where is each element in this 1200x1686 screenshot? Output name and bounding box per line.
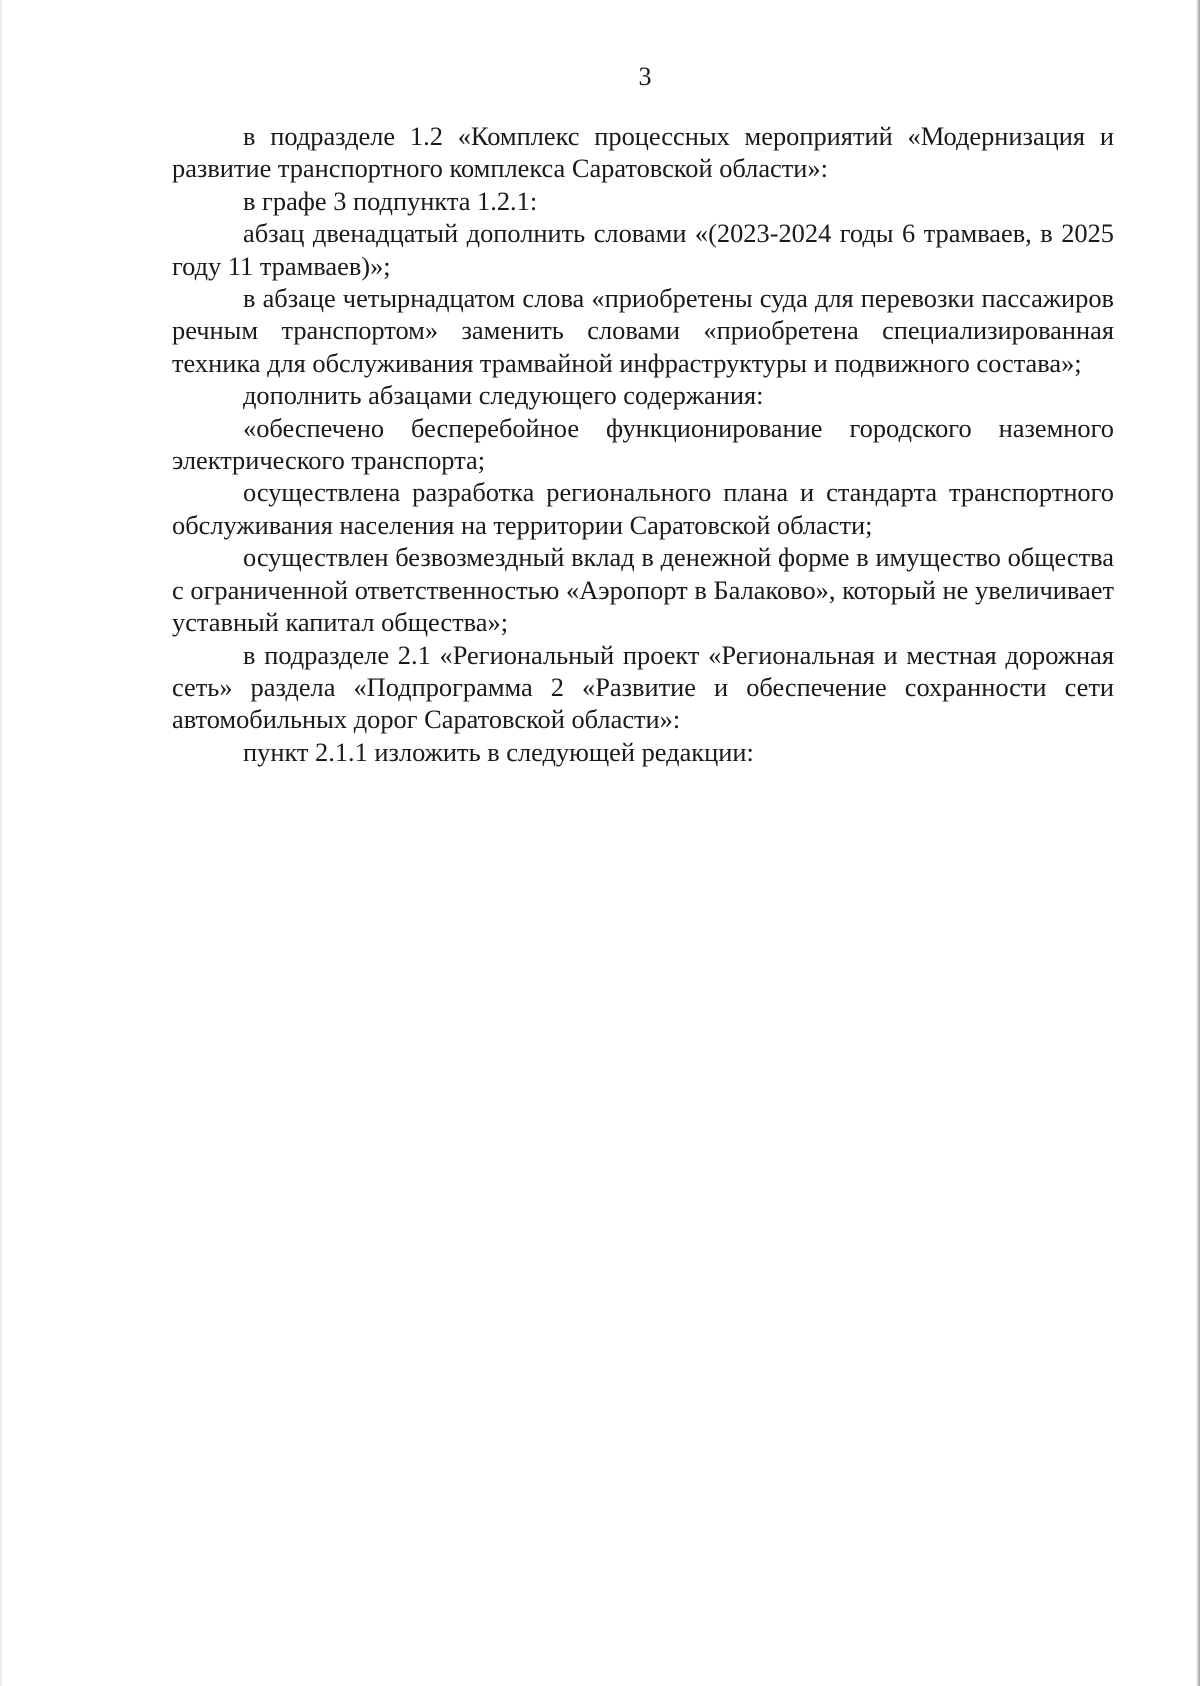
- paragraph-added-transport: «обеспечено бесперебойное функционирование городского наземного электрического транспорта;: [172, 412, 1114, 476]
- paragraph-fourteenth-replace: в абзаце четырнадцатом слова «приобретены суда для перевозки пассажиров речным транспортом» заменить словами «приобретена специализированная техника для обслуживания трамвайной инфраструктуры и подвижного состава»;: [172, 283, 1114, 378]
- paragraph-subsection-1-2: в подразделе 1.2 «Комплекс процессных мероприятий «Модернизация и развитие транспортного комплекса Саратовской области»:: [172, 121, 1114, 184]
- paragraph-added-airport: осуществлен безвозмездный вклад в денежной форме в имущество общества с ограниченной ответственностью «Аэропорт в Балаково», который не увеличивает уставный капитал общества»;: [172, 542, 1114, 638]
- paragraph-column-3: в графе 3 подпункта 1.2.1:: [243, 185, 538, 216]
- paragraph-item-2-1-1: пункт 2.1.1 изложить в следующей редакции:: [243, 736, 754, 767]
- paragraph-twelfth-amend: абзац двенадцатый дополнить словами «(2023-2024 годы 6 трамваев, в 2025 году 11 трамваев)»;: [172, 218, 1114, 281]
- page-number: 3: [638, 62, 652, 91]
- document-body: [172, 120, 1114, 768]
- scan-edge-left: [0, 0, 3, 1686]
- paragraph-subsection-2-1: в подразделе 2.1 «Региональный проект «Региональная и местная дорожная сеть» раздела «Подпрограмма 2 «Развитие и обеспечение сохранности сети автомобильных дорог Саратовской области»:: [172, 639, 1114, 735]
- scan-edge-right: [1196, 0, 1200, 1686]
- paragraph-added-plan: осуществлена разработка регионального плана и стандарта транспортного обслуживания населения на территории Саратовской области;: [172, 477, 1114, 540]
- paragraph-add-intro: дополнить абзацами следующего содержания:: [243, 380, 764, 411]
